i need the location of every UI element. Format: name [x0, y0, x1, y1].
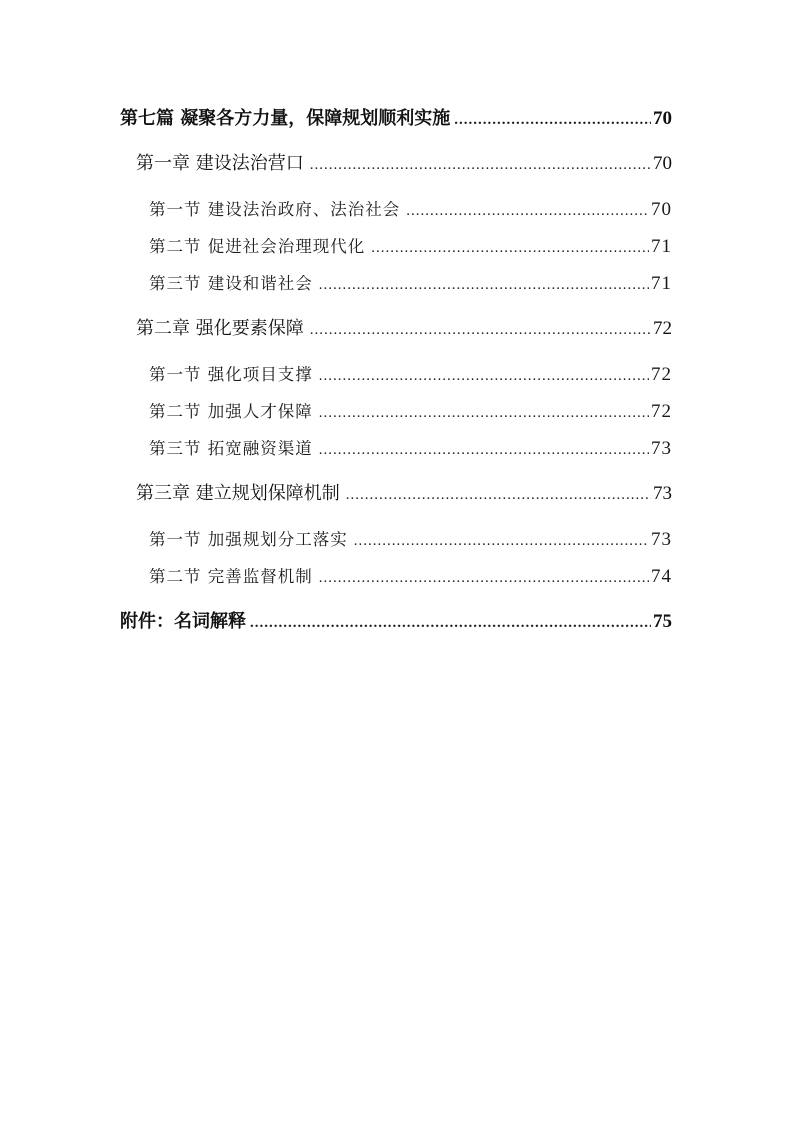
toc-entry-title: 第二节 完善监督机制 [149, 567, 313, 586]
toc-entry-page: 74 [651, 566, 672, 587]
toc-dot-leader [354, 526, 649, 556]
toc-entry-title: 第三节 拓宽融资渠道 [149, 439, 313, 458]
toc-entry-chapter-1[interactable] [136, 149, 672, 179]
toc-entry-annex[interactable] [120, 607, 672, 637]
toc-entry-title: 第二章 强化要素保障 [136, 318, 304, 339]
toc-entry-chapter-2[interactable] [136, 314, 672, 344]
toc-entry-page: 70 [653, 108, 672, 129]
toc-dot-leader [319, 435, 649, 465]
toc-entry-page: 72 [653, 318, 672, 339]
toc-entry-section[interactable] [149, 269, 672, 299]
toc-entry-page: 71 [651, 236, 672, 257]
toc-dot-leader [319, 361, 649, 391]
toc-dot-leader [319, 563, 649, 593]
toc-dot-leader [406, 196, 649, 226]
toc-entry-title: 第一章 建设法治营口 [136, 153, 304, 174]
toc-entry-title: 第一节 强化项目支撑 [149, 365, 313, 384]
toc-entry-title: 第三节 建设和谐社会 [149, 274, 313, 293]
toc-entry-title: 第一节 建设法治政府、法治社会 [149, 200, 401, 219]
toc-dot-leader [310, 150, 651, 180]
toc-entry-page: 73 [653, 483, 672, 504]
toc-dot-leader [310, 315, 651, 345]
toc-entry-page: 71 [651, 273, 672, 294]
toc-entry-page: 72 [651, 401, 672, 422]
toc-dot-leader [346, 480, 651, 510]
toc-dot-leader [250, 608, 651, 638]
toc-entry-title: 第一节 加强规划分工落实 [149, 530, 348, 549]
toc-entry-page: 73 [651, 529, 672, 550]
toc-entry-title: 第二节 促进社会治理现代化 [149, 237, 366, 256]
toc-entry-page: 72 [651, 364, 672, 385]
toc-entry-section[interactable] [149, 195, 672, 225]
toc-dot-leader [319, 398, 649, 428]
toc-entry-part-7[interactable] [120, 104, 672, 134]
toc-entry-title: 第三章 建立规划保障机制 [136, 483, 340, 504]
toc-dot-leader [319, 270, 649, 300]
toc-entry-section[interactable] [149, 360, 672, 390]
toc-entry-section[interactable] [149, 232, 672, 262]
toc-dot-leader [371, 233, 649, 263]
toc-entry-page: 70 [653, 153, 672, 174]
toc-entry-title: 附件：名词解释 [120, 611, 246, 632]
toc-entry-chapter-3[interactable] [136, 479, 672, 509]
toc-entry-page: 73 [651, 438, 672, 459]
toc-entry-title: 第七篇 凝聚各方力量，保障规划顺利实施 [120, 108, 451, 129]
toc-entry-page: 75 [653, 611, 672, 632]
toc-entry-section[interactable] [149, 525, 672, 555]
toc-entry-section[interactable] [149, 562, 672, 592]
toc-entry-section[interactable] [149, 397, 672, 427]
toc-entry-title: 第二节 加强人才保障 [149, 402, 313, 421]
toc-entry-page: 70 [651, 199, 672, 220]
toc-dot-leader [454, 105, 651, 135]
toc-entry-section[interactable] [149, 434, 672, 464]
